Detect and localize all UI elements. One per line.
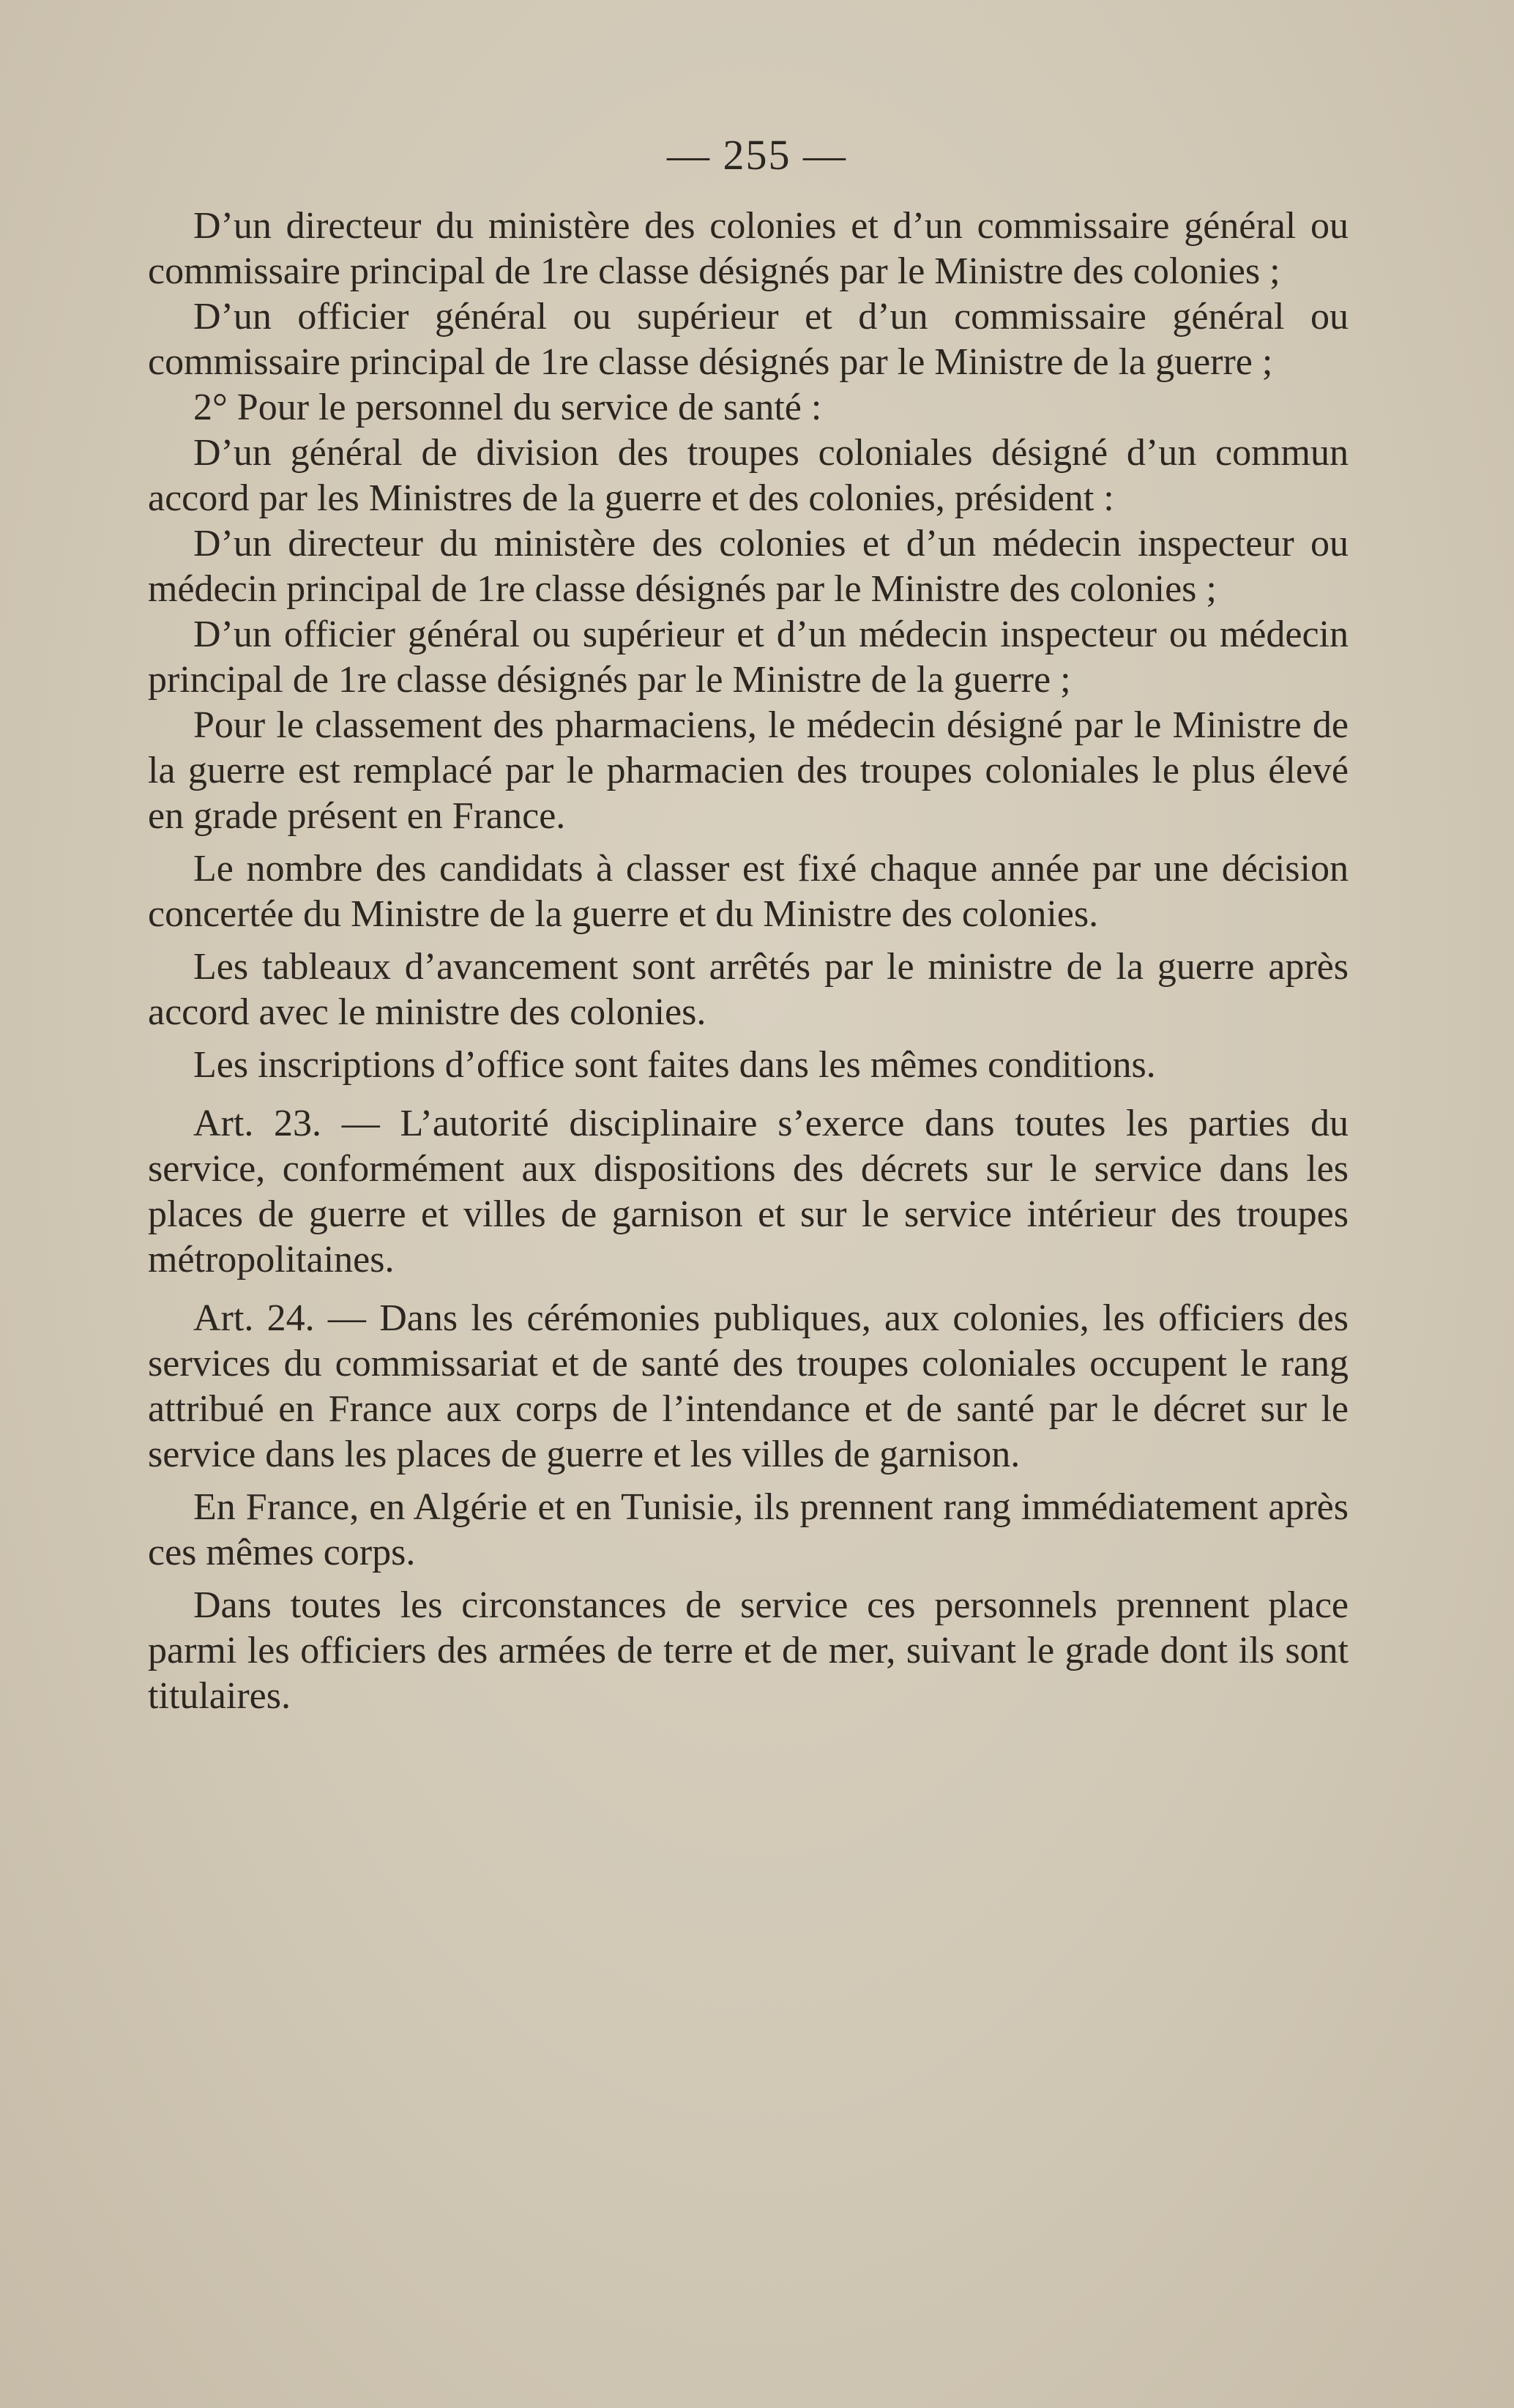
article-24: Art. 24. — Dans les cérémonies publiques, aux colonies, les officiers des services du commissariat et de santé des troupes coloniales occupent le rang attribué en France aux corps de l’intendance et de santé par le décret sur le service dans les places de guerre et les villes de garnison.: [148, 1297, 1349, 1475]
paragraph: D’un officier général ou supérieur et d’un médecin inspecteur ou médecin principal de 1re classe désignés par le Ministre de la guerre ;: [148, 614, 1349, 701]
paragraph: En France, en Algérie et en Tunisie, ils prennent rang immédiatement après ces mêmes corps.: [148, 1486, 1349, 1573]
paragraph: Dans toutes les circonstances de service ces personnels prennent place parmi les officiers des armées de terre et de mer, suivant le grade dont ils sont titulaires.: [148, 1584, 1349, 1717]
paragraph: Les tableaux d’avancement sont arrêtés par le ministre de la guerre après accord avec le ministre des colonies.: [148, 946, 1349, 1033]
paragraph: Pour le classement des pharmaciens, le médecin désigné par le Ministre de la guerre est remplacé par le pharmacien des troupes coloniales le plus élevé en grade présent en France.: [148, 704, 1349, 837]
article-23: Art. 23. — L’autorité disciplinaire s’exerce dans toutes les parties du service, conformément aux dispositions des décrets sur le service dans les places de guerre et villes de garnison et sur le service intérieur des troupes métropolitaines.: [148, 1103, 1349, 1281]
paragraph: D’un général de division des troupes coloniales désigné d’un commun accord par les Ministres de la guerre et des colonies, président :: [148, 432, 1349, 519]
paragraph: D’un directeur du ministère des colonies et d’un commissaire général ou commissaire principal de 1re classe désignés par le Ministre des colonies ;: [148, 205, 1349, 292]
body-text: [148, 204, 1349, 1719]
paragraph: Les inscriptions d’office sont faites dans les mêmes conditions.: [193, 1044, 1156, 1086]
page-number: — 255 —: [667, 131, 847, 179]
paragraph: D’un officier général ou supérieur et d’un commissaire général ou commissaire principal de 1re classe désignés par le Ministre de la guerre ;: [148, 296, 1349, 383]
paragraph: Le nombre des candidats à classer est fixé chaque année par une décision concertée du Ministre de la guerre et du Ministre des colonies.: [148, 848, 1349, 935]
paragraph: 2° Pour le personnel du service de santé :: [193, 387, 822, 428]
paragraph: D’un directeur du ministère des colonies et d’un médecin inspecteur ou médecin principal de 1re classe désignés par le Ministre des colonies ;: [148, 523, 1349, 610]
